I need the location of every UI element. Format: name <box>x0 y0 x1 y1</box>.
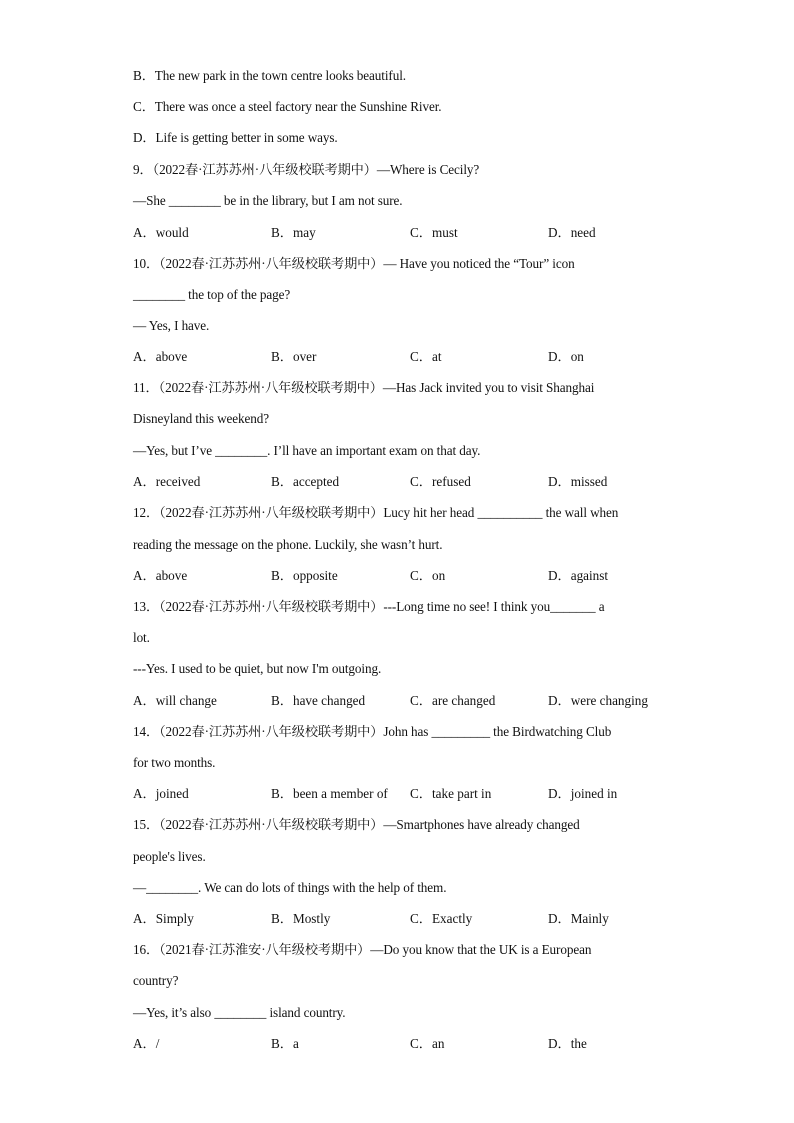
option-d: D．the <box>548 1036 587 1051</box>
option-b: B．been a member of <box>271 786 388 801</box>
option-a: A．received <box>133 474 201 489</box>
option-a: A．above <box>133 568 188 583</box>
question-line: ________ the top of the page? <box>133 287 291 302</box>
question-line: for two months. <box>133 755 216 770</box>
option-d: D．Mainly <box>548 911 609 926</box>
option-b: B．a <box>271 1036 299 1051</box>
question-line: people's lives. <box>133 849 206 864</box>
option-d-top: D．Life is getting better in some ways. <box>133 130 338 145</box>
option-c: C．take part in <box>410 786 492 801</box>
option-b-top: B．The new park in the town centre looks beautiful. <box>133 68 406 83</box>
question-stem: 11．（2022春·江苏苏州·八年级校联考期中）—Has Jack invited you to visit Shanghai <box>133 380 595 395</box>
option-a: A．above <box>133 349 188 364</box>
option-c: C．refused <box>410 474 471 489</box>
option-a: A．joined <box>133 786 189 801</box>
question-line: reading the message on the phone. Luckily, she wasn’t hurt. <box>133 537 443 552</box>
option-c-top: C．There was once a steel factory near the Sunshine River. <box>133 99 442 114</box>
option-d: D．were changing <box>548 693 648 708</box>
question-stem: 9．（2022春·江苏苏州·八年级校联考期中）—Where is Cecily? <box>133 162 480 177</box>
option-b: B．opposite <box>271 568 338 583</box>
question-line: —She ________ be in the library, but I am not sure. <box>133 193 403 208</box>
option-a: A．Simply <box>133 911 194 926</box>
option-d: D．joined in <box>548 786 618 801</box>
option-b: B．Mostly <box>271 911 331 926</box>
question-stem: 16．（2021春·江苏淮安·八年级校考期中）—Do you know that the UK is a European <box>133 942 592 957</box>
option-c: C．Exactly <box>410 911 473 926</box>
option-b: B．accepted <box>271 474 340 489</box>
option-a: A．will change <box>133 693 217 708</box>
question-line: — Yes, I have. <box>133 318 210 333</box>
option-a: A．would <box>133 225 189 240</box>
option-c: C．an <box>410 1036 445 1051</box>
question-stem: 12．（2022春·江苏苏州·八年级校联考期中）Lucy hit her head __________ the wall when <box>133 505 619 520</box>
option-d: D．on <box>548 349 584 364</box>
option-d: D．against <box>548 568 609 583</box>
option-d: D．missed <box>548 474 608 489</box>
question-line: —Yes, but I’ve ________. I’ll have an important exam on that day. <box>133 443 481 458</box>
question-line: lot. <box>133 630 150 645</box>
question-stem: 15．（2022春·江苏苏州·八年级校联考期中）—Smartphones have already changed <box>133 817 580 832</box>
question-line: ---Yes. I used to be quiet, but now I'm outgoing. <box>133 661 382 676</box>
option-c: C．at <box>410 349 442 364</box>
question-line: country? <box>133 973 179 988</box>
option-d: D．need <box>548 225 596 240</box>
option-b: B．over <box>271 349 317 364</box>
question-line: —________. We can do lots of things with the help of them. <box>133 880 447 895</box>
question-stem: 13．（2022春·江苏苏州·八年级校联考期中）---Long time no see! I think you_______ a <box>133 599 605 614</box>
question-line: —Yes, it’s also ________ island country. <box>133 1005 346 1020</box>
option-b: B．have changed <box>271 693 366 708</box>
question-line: Disneyland this weekend? <box>133 411 270 426</box>
question-stem: 14．（2022春·江苏苏州·八年级校联考期中）John has _________ the Birdwatching Club <box>133 724 612 739</box>
option-b: B．may <box>271 225 316 240</box>
option-c: C．are changed <box>410 693 496 708</box>
option-c: C．must <box>410 225 458 240</box>
option-c: C．on <box>410 568 446 583</box>
option-a: A．/ <box>133 1036 160 1051</box>
question-stem: 10．（2022春·江苏苏州·八年级校联考期中）— Have you noticed the “Tour” icon <box>133 256 575 271</box>
